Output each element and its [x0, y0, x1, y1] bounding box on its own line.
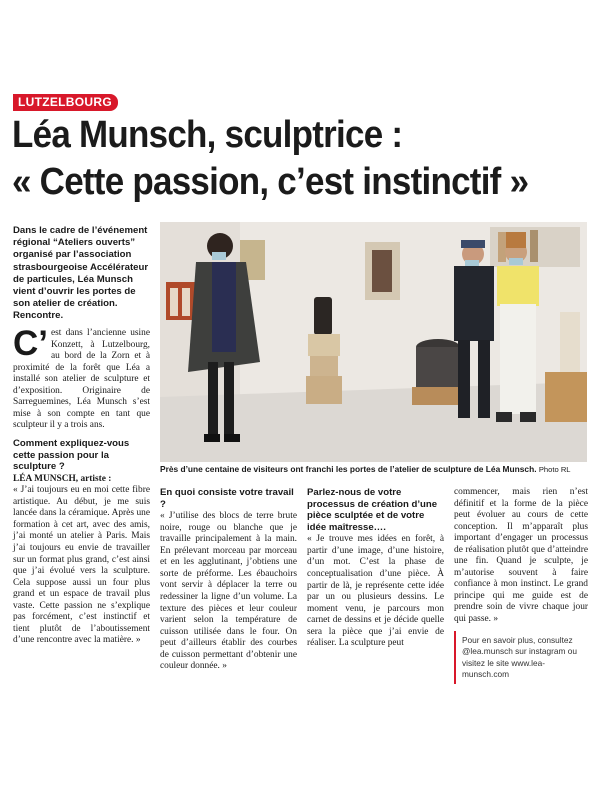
article-headline	[12, 112, 546, 206]
drop-cap: C’	[13, 324, 48, 363]
question-3: Parlez-nous de votre processus de création d’une pièce sculptée et de votre idée maîtresse….	[307, 487, 438, 533]
text-column-1	[13, 324, 150, 647]
question-1: Comment expliquez-vous cette passion pour la sculpture ?	[13, 437, 130, 473]
headline-line-1: Léa Munsch, sculptrice :	[12, 114, 403, 156]
answer-1: « J’ai toujours eu en moi cette fibre artistique. Au début, je me suis lancée dans la céramique. Après une formation à cet art, avec des amis, j’ai monté un atelier à Paris. Mais j’ai toujours eu envie de travailler sur un format plus grand, c’est ainsi que j’ai évolué vers la sculpture. Cela suppose aussi un four plus grand et un espace de travail plus vaste. Cette passion ne s’explique pas forcément, c’est instinctif et tient plutôt de l’aboutissement d’une rencontre avec la matière. »	[13, 485, 150, 646]
article-photo	[160, 222, 587, 462]
text-column-2	[160, 487, 297, 673]
question-2: En quoi consiste votre travail ?	[160, 487, 294, 510]
intro-paragraph	[13, 324, 150, 432]
section-kicker: LUTZELBOURG	[13, 94, 118, 111]
article-lead: Dans le cadre de l’événement régional “Ateliers ouverts” organisé par l’association strasbourgeoise Accélérateur de particules, Léa Munsch vient d’ouvrir les portes de son atelier de création. Rencontre.	[13, 225, 149, 322]
speaker-label: LÉA MUNSCH, artiste :	[13, 473, 112, 484]
headline-line-2: « Cette passion, c’est instinctif »	[12, 161, 529, 203]
photo-caption	[160, 464, 590, 475]
intro-text: est dans l’ancienne usine Konzett, à Lutzelbourg, au bord de la Zorn et à proximité de la forêt que Léa a installé son atelier de sculpture et d’exposition. Originaire de Sarreguemines, Léa Munsch s’est mise à son compte en tant que sculpteur il y a trois ans.	[13, 328, 150, 431]
caption-text: Près d’une centaine de visiteurs ont franchi les portes de l’atelier de sculpture de Léa Munsch.	[160, 464, 537, 474]
info-box: Pour en savoir plus, consultez @lea.munsch sur instagram ou visitez le site www.lea-munsch.com	[454, 631, 592, 684]
photo-credit: Photo RL	[538, 465, 571, 474]
answer-3-part-2: commencer, mais rien n’est définitif et la forme de la pièce peut évoluer au cours de cette conception. Il m’apparaît plus important d’engager un processus de réalisation plutôt que d’atteindre une fin. Quand je sculpte, je m’autorise souvent à faire confiance à mon instinct. Le grand principe qui me guide est de prendre soin de vivre chaque jour qui passe. »	[454, 487, 588, 625]
answer-3-part-1: « Je trouve mes idées en forêt, à partir d’une image, d’une histoire, d’un mot. C’est la phase de conceptualisation d’une pièce. À partir de là, je représente cette idée par un ou plusieurs dessins. Le moment venu, je parcours mon carnet de dessins et je décide quelle sera la pièce que j’ai envie de réaliser. La sculpture peut	[307, 534, 444, 649]
gallery-scene-illustration	[160, 222, 587, 462]
text-column-3	[307, 487, 444, 650]
answer-2: « J’utilise des blocs de terre brute noire, rouge ou blanche que je travaille principalement à la main. En prélevant morceau par morceau et en les agglutinant, j’obtiens une sorte de préforme. Les ébauchoirs vont servir à déplacer la terre ou redessiner la ligne d’un volume. La texture des pièces et leur couleur varient selon la température de cuisson utilisée dans le four. On peut d’ailleurs établir des courbes de cuisson permettant d’obtenir une couleur donnée. »	[160, 511, 297, 672]
text-column-4	[454, 487, 588, 626]
